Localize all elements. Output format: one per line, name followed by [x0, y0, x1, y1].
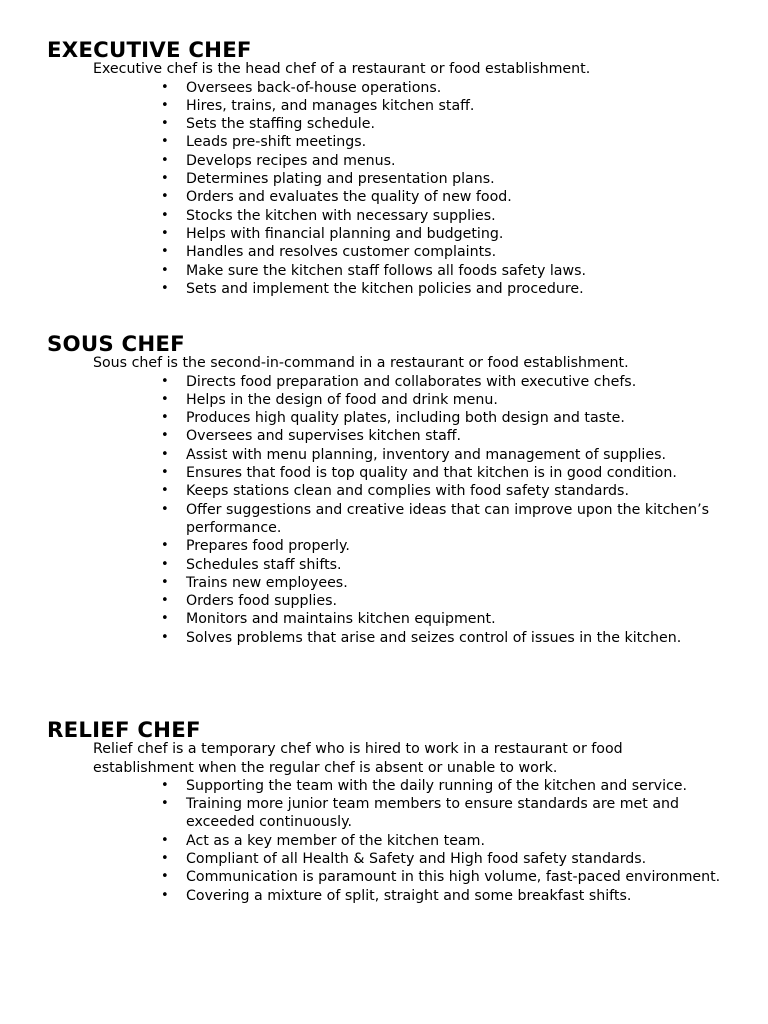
- list-item-text: Solves problems that arise and seizes control of issues in the kitchen.: [186, 629, 682, 646]
- list-item: [47, 556, 726, 574]
- list-item: [47, 391, 726, 409]
- bullet-list: [47, 373, 727, 647]
- list-item-text: Keeps stations clean and complies with food safety standards.: [186, 483, 629, 500]
- bullet-icon: •: [161, 207, 169, 223]
- list-item-text: Oversees back-of-house operations.: [186, 79, 442, 96]
- list-item-text: Orders food supplies.: [186, 593, 337, 610]
- bullet-icon: •: [161, 629, 169, 645]
- list-item: [47, 133, 726, 151]
- list-item-text: Schedules staff shifts.: [186, 556, 342, 573]
- list-item-text: Handles and resolves customer complaints.: [186, 244, 497, 261]
- bullet-icon: •: [161, 410, 169, 426]
- list-item-text: Trains new employees.: [186, 574, 348, 591]
- list-item-text: Oversees and supervises kitchen staff.: [186, 428, 462, 445]
- bullet-icon: •: [161, 446, 169, 462]
- list-item: [47, 592, 726, 610]
- bullet-icon: •: [161, 887, 169, 903]
- list-item-text: Directs food preparation and collaborates with executive chefs.: [186, 373, 637, 390]
- list-item-text: Monitors and maintains kitchen equipment.: [186, 611, 496, 628]
- list-item: [47, 79, 726, 97]
- list-item-text: Develops recipes and menus.: [186, 152, 396, 169]
- list-item: [47, 115, 726, 133]
- bullet-list: [47, 79, 727, 299]
- list-item: [47, 795, 726, 832]
- list-item-text: Helps with financial planning and budgeting.: [186, 225, 504, 242]
- bullet-icon: •: [161, 851, 169, 867]
- list-item-text: Stocks the kitchen with necessary supplies.: [186, 207, 496, 224]
- bullet-icon: •: [161, 116, 169, 132]
- bullet-list: [47, 777, 727, 905]
- list-item: [47, 537, 726, 555]
- list-item: [47, 464, 726, 482]
- list-item: [47, 225, 726, 243]
- list-item-text: Sets the staffing schedule.: [186, 116, 375, 133]
- list-item-text: Offer suggestions and creative ideas that can improve upon the kitchen’s performance.: [186, 501, 709, 536]
- bullet-icon: •: [161, 501, 169, 517]
- bullet-icon: •: [161, 832, 169, 848]
- list-item: [47, 280, 726, 298]
- list-item: [47, 887, 726, 905]
- section-intro: Executive chef is the head chef of a restaurant or food establishment.: [93, 61, 591, 78]
- bullet-icon: •: [161, 171, 169, 187]
- bullet-icon: •: [161, 97, 169, 113]
- bullet-icon: •: [161, 777, 169, 793]
- list-item: [47, 409, 726, 427]
- list-item: [47, 868, 726, 886]
- list-item-text: Make sure the kitchen staff follows all foods safety laws.: [186, 262, 587, 279]
- list-item: [47, 850, 726, 868]
- list-item: [47, 501, 726, 538]
- bullet-icon: •: [161, 428, 169, 444]
- list-item: [47, 373, 726, 391]
- list-item-text: Assist with menu planning, inventory and management of supplies.: [186, 446, 667, 463]
- section-heading: RELIEF CHEF: [47, 718, 201, 743]
- list-item-text: Training more junior team members to ensure standards are met and exceeded continuously.: [186, 796, 680, 831]
- bullet-icon: •: [161, 152, 169, 168]
- list-item-text: Helps in the design of food and drink menu.: [186, 391, 498, 408]
- list-item-text: Ensures that food is top quality and that kitchen is in good condition.: [186, 465, 677, 482]
- bullet-icon: •: [161, 189, 169, 205]
- list-item: [47, 610, 726, 628]
- list-item: [47, 427, 726, 445]
- list-item: [47, 574, 726, 592]
- list-item-text: Communication is paramount in this high volume, fast-paced environment.: [186, 869, 721, 886]
- list-item: [47, 832, 726, 850]
- section-executive-chef: [47, 38, 727, 298]
- section-heading: EXECUTIVE CHEF: [47, 38, 252, 63]
- list-item: [47, 152, 726, 170]
- bullet-icon: •: [161, 869, 169, 885]
- list-item: [47, 97, 726, 115]
- list-item-text: Leads pre-shift meetings.: [186, 134, 367, 151]
- section-intro: Sous chef is the second-in-command in a restaurant or food establishment.: [93, 355, 629, 372]
- list-item-text: Sets and implement the kitchen policies and procedure.: [186, 280, 584, 297]
- list-item-text: Hires, trains, and manages kitchen staff.: [186, 97, 475, 114]
- bullet-icon: •: [161, 483, 169, 499]
- list-item: [47, 446, 726, 464]
- bullet-icon: •: [161, 538, 169, 554]
- list-item-text: Act as a key member of the kitchen team.: [186, 832, 485, 849]
- bullet-icon: •: [161, 593, 169, 609]
- bullet-icon: •: [161, 244, 169, 260]
- bullet-icon: •: [161, 796, 169, 812]
- section-relief-chef: [47, 718, 727, 905]
- section-heading: SOUS CHEF: [47, 332, 185, 357]
- bullet-icon: •: [161, 574, 169, 590]
- bullet-icon: •: [161, 391, 169, 407]
- list-item: [47, 188, 726, 206]
- list-item-text: Produces high quality plates, including both design and taste.: [186, 410, 625, 427]
- section-sous-chef: [47, 332, 727, 647]
- list-item-text: Covering a mixture of split, straight and some breakfast shifts.: [186, 887, 632, 904]
- bullet-icon: •: [161, 79, 169, 95]
- list-item-text: Orders and evaluates the quality of new food.: [186, 189, 512, 206]
- list-item-text: Compliant of all Health & Safety and High food safety standards.: [186, 851, 647, 868]
- list-item: [47, 262, 726, 280]
- list-item: [47, 629, 726, 647]
- list-item: [47, 482, 726, 500]
- bullet-icon: •: [161, 280, 169, 296]
- list-item-text: Prepares food properly.: [186, 538, 350, 555]
- list-item: [47, 777, 726, 795]
- bullet-icon: •: [161, 262, 169, 278]
- bullet-icon: •: [161, 611, 169, 627]
- list-item: [47, 207, 726, 225]
- bullet-icon: •: [161, 373, 169, 389]
- bullet-icon: •: [161, 134, 169, 150]
- bullet-icon: •: [161, 465, 169, 481]
- list-item: [47, 170, 726, 188]
- bullet-icon: •: [161, 225, 169, 241]
- list-item: [47, 243, 726, 261]
- list-item-text: Determines plating and presentation plans.: [186, 171, 495, 188]
- bullet-icon: •: [161, 556, 169, 572]
- list-item-text: Supporting the team with the daily running of the kitchen and service.: [186, 777, 688, 794]
- section-intro: Relief chef is a temporary chef who is hired to work in a restaurant or food establishment when the regular chef is absent or unable to work.: [93, 741, 623, 776]
